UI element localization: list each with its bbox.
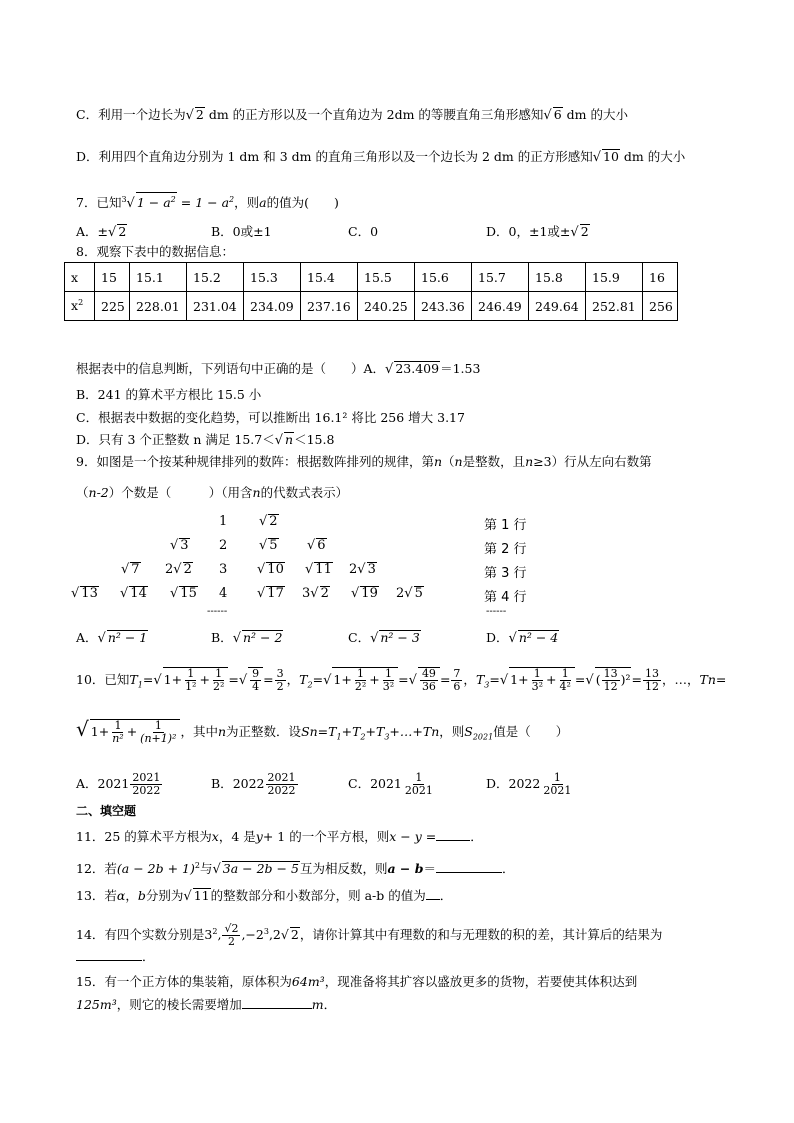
q8-option-d: D．只有 3 个正整数 n 满足 15.7＜√ n＜15.8: [76, 432, 335, 448]
answer-blank[interactable]: [436, 872, 502, 873]
q14: 14．有四个实数分别是$3^2$, $\frac{√2}{2}$ $,-2^3,2√$ 2，请你计算其中有理数的和与无理数的积的差，其计算后的结果为: [76, 922, 663, 949]
q9-stem-line1: 9．如图是一个按某种规律排列的数阵：根据数阵排列的规律，第n（n是整数，且n≥3）行从左向右数第: [76, 454, 652, 469]
section-title: 二、填空题: [76, 804, 137, 818]
q10-option-d: D．2022 $\frac{1}{2021}$: [486, 771, 572, 797]
q8-option-c: C．根据表中数据的变化趋势，可以推断出 16.1² 将比 256 增大 3.17: [76, 410, 465, 425]
answer-blank[interactable]: [436, 840, 470, 841]
q6-option-d: D．利用四个直角边分别为 1 dm 和 3 dm 的直角三角形以及一个边长为 2 dm 的正方形感知√ 10 dm 的大小: [76, 149, 686, 165]
data-table: [64, 262, 678, 321]
q9-stem-line2: （n-2）个数是（ ）（用含n的代数式表示）: [76, 485, 349, 500]
q7-option-c: C．0: [348, 224, 379, 239]
answer-blank[interactable]: [242, 1008, 312, 1009]
q6-option-c: C．利用一个边长为√ 2 dm 的正方形以及一个直角边为 2dm 的等腰直角三角形感知√ 6 dm 的大小: [76, 107, 628, 123]
q7-stem: 7．已知$^3$√ $1 - a^2 = 1 - a^2$，则a的值为( ): [76, 191, 339, 213]
q15-line2: 125m³，则它的棱长需要增加 m．: [76, 997, 337, 1012]
q13: 13．若α，b分别为√ 11的整数部分和小数部分，则 a-b 的值为 ．: [76, 888, 453, 904]
row-label: 第 3 行: [484, 566, 527, 581]
row-label: 第 4 行: [484, 590, 527, 605]
row-label: 第 1 行: [484, 518, 527, 533]
q15-line1: 15．有一个正方体的集装箱，原体积为64m³，现准备将其扩容以盛放更多的货物，若要使其体积达到: [76, 974, 638, 989]
q9-option-a: A．√ n² − 1: [76, 630, 148, 646]
q8-judge: 根据表中的信息判断，下列语句中正确的是（ ）A．√ 23.409＝1.53: [76, 361, 481, 377]
q12: 12．若$(a - 2b + 1)^2$与√ 3a − 2b − 5互为相反数，则a − b＝ ．: [76, 861, 515, 878]
q14-answer-line: ．: [76, 948, 155, 966]
q9-option-b: B．√ n² − 2: [211, 630, 283, 646]
q7-option-a: A．±√ 2: [76, 224, 127, 240]
q10-option-c: C．2021 $\frac{1}{2021}$: [348, 771, 433, 797]
q7-option-d: D．0，±1或±√ 2: [486, 224, 589, 240]
q10-option-b: B．2022 $\frac{2021}{2022}$: [211, 771, 296, 797]
q8-option-b: B．241 的算术平方根比 15.5 小: [76, 387, 262, 402]
q7-option-b: B．0或±1: [211, 224, 272, 239]
answer-blank[interactable]: [76, 960, 142, 961]
answer-blank[interactable]: [426, 899, 440, 900]
q10-stem-line1: 10．已知$T_1=√$ 1+ $\frac{1}{\text{1²}}$ + $\frac{1}{\text{2²}}$ =√ $\frac{9}{4}$ = $\frac{3}{2}$ ，$T_2=√$ 1+ $\frac{1}{\text{2²}}$ + $\frac{1}{\text{3²}}$ =√ $\frac{49}{36}$ = $\frac{7}{6}$ ，$T_3=√$ 1+ $\frac{1}{\text{3²}}$ + $\frac{1}{\text{4²}}$ =√ ( $\frac{13}{12}$ )²= $\frac{13}{12}$ ，…，Tn=: [76, 667, 727, 693]
q10-option-a: A．2021 $\frac{2021}{2022}$: [76, 771, 161, 797]
q11: 11．25 的算术平方根为x，4 是y+ 1 的一个平方根，则x − y = ．: [76, 829, 483, 844]
q8-stem: 8．观察下表中的数据信息：: [76, 244, 234, 259]
row-label: 第 2 行: [484, 542, 527, 557]
q9-option-c: C．√ n² − 3: [348, 630, 420, 646]
table-row: $x^2$ 225 228.01 231.04 234.09 237.16 240.25 243.36 246.49 249.64 252.81 256: [65, 292, 678, 321]
q9-option-d: D．√ n² − 4: [486, 630, 559, 646]
q10-stem-line2: √ 1+ $\frac{1}{\text{n²}}$ + $\frac{1}{\text{(n+1)²}}$ ，其中n为正整数．设$Sn=T_1+T_2+T_3+\dots+Tn$，则$S_{2021}$值是（ ）: [76, 717, 569, 745]
table-row: x 15 15.1 15.2 15.3 15.4 15.5 15.6 15.7 15.8 15.9 16: [65, 263, 678, 292]
